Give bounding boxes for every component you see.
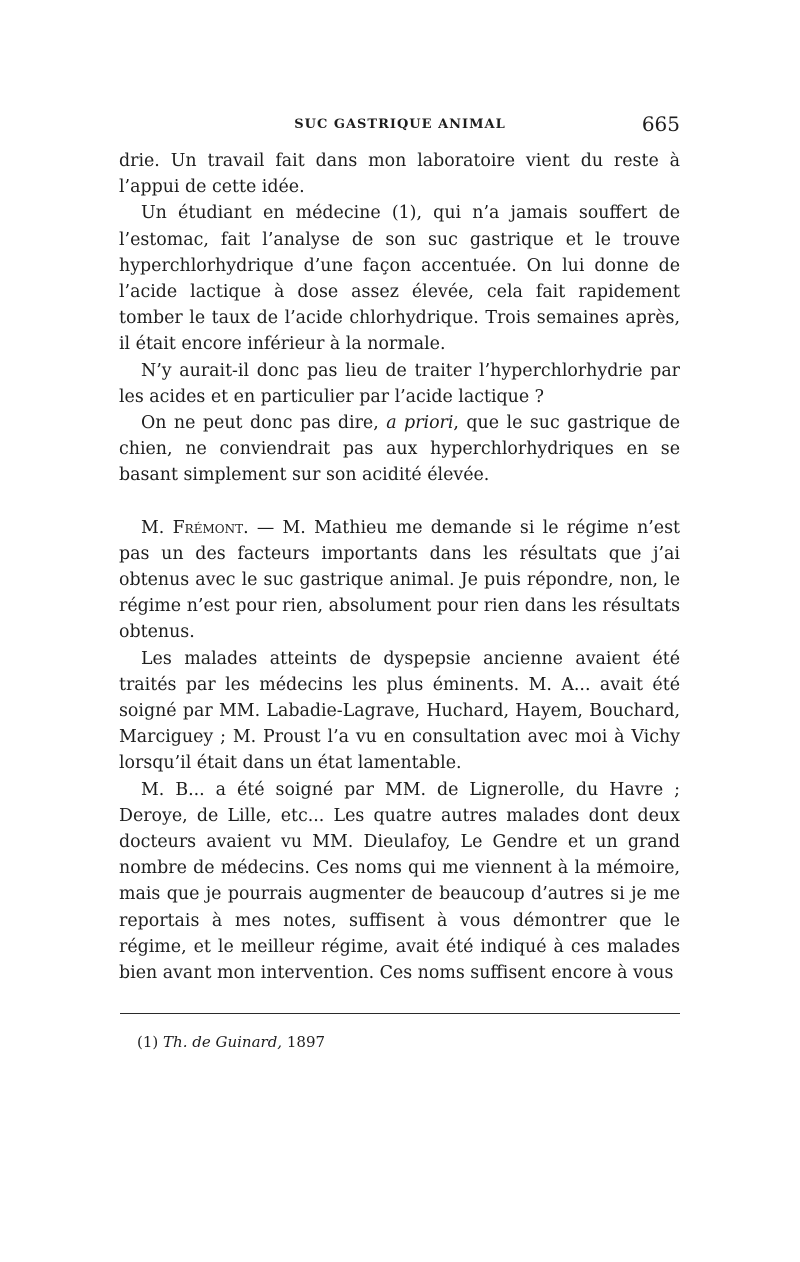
paragraph-conclusion (119, 410, 680, 489)
running-title: SUC GASTRIQUE ANIMAL (294, 117, 506, 132)
paragraph-continuation: drie. Un travail fait dans mon laboratoire vient du reste à l’appui de cette idée. (119, 151, 680, 198)
speaker-name: Frémont (172, 517, 244, 538)
footnote-text: Th. de Guinard, (163, 1033, 283, 1051)
footnote (137, 1033, 325, 1051)
conclusion-text-end: , que le suc gastrique de chien, ne conviendrait pas aux hyperchlorhydriques en se basant simplement sur son acidité élevée. (119, 413, 681, 486)
footnote-year: 1897 (286, 1033, 326, 1051)
footnote-marker: (1) (137, 1033, 159, 1051)
paragraph-question: N’y aurait-il donc pas lieu de traiter l’hyperchlorhydrie par les acides et en particulier par l’acide lactique ? (119, 360, 680, 407)
paragraph-student-case: Un étudiant en médecine (1), qui n’a jamais souffert de l’estomac, fait l’analyse de son suc gastrique et le trouve hyperchlorhydrique d’une façon accentuée. On lui donne de l’acide lactique à dose assez élevée, cela fait rapidement tomber le taux de l’acide chlorhydrique. Trois semaines après, il était encore inférieur à la normale. (119, 203, 680, 355)
paragraph-patients-b: M. B... a été soigné par MM. de Lignerolle, du Havre ; Deroye, de Lille, etc... Les quatre autres malades dont deux docteurs avaient vu MM. Dieulafoy, Le Gendre et un grand nombre de médecins. Ces noms qui me viennent à la mémoire, mais que je pourrais augmenter de beaucoup d’autres si je me reportais à mes notes, suffisent à vous démontrer que le régime, et le meilleur régime, avait été indiqué à ces malades bien avant mon intervention. Ces noms suffisent encore à vous (119, 779, 680, 984)
conclusion-text-start: On ne peut donc pas dire, (141, 413, 387, 434)
paragraph-fremont-reply (119, 515, 680, 646)
page-number: 665 (641, 112, 680, 136)
reply-text: . — M. Mathieu me demande si le régime n’est pas un des facteurs importants dans les résultats que j’ai obtenus avec le suc gastrique animal. Je puis répondre, non, le régime n’est pour rien, absolument pour rien dans les résultats obtenus. (119, 517, 681, 643)
a-priori-emphasis: a priori (386, 413, 454, 434)
body-text (119, 148, 680, 986)
speaker-prefix: M. (141, 517, 173, 538)
paragraph-patients-a: Les malades atteints de dyspepsie ancienne avaient été traités par les médecins les plus éminents. M. A... avait été soigné par MM. Labadie-Lagrave, Huchard, Hayem, Bouchard, Marciguey ; M. Proust l’a vu en consultation avec moi à Vichy lorsqu’il était dans un état lamentable. (119, 648, 680, 774)
footnote-rule (120, 1013, 680, 1014)
